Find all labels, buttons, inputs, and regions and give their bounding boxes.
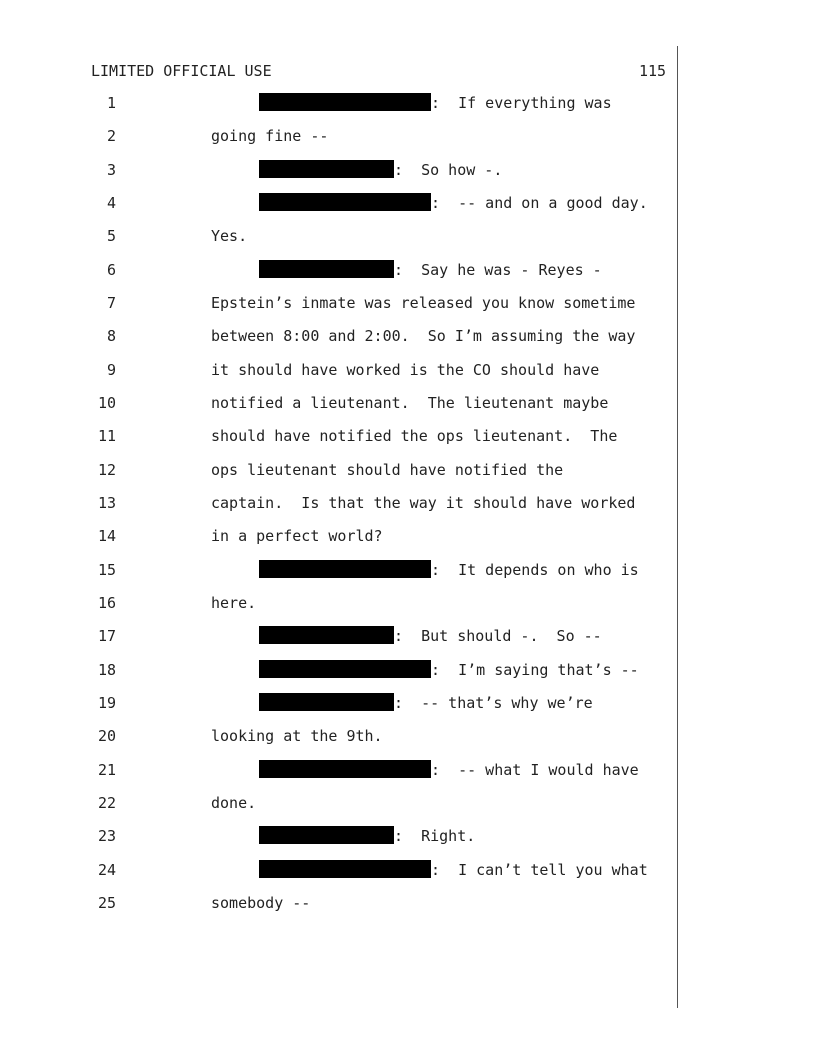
speaker-turn (259, 558, 639, 582)
line-text: between 8:00 and 2:00. So I’m assuming the way (211, 327, 636, 345)
line-number: 18 (97, 661, 116, 679)
line-number: 14 (97, 527, 116, 545)
line-number: 22 (97, 794, 116, 812)
redacted-speaker-name (259, 160, 394, 178)
line-number: 12 (97, 461, 116, 479)
speaker-turn (259, 158, 502, 182)
transcript-line (0, 824, 816, 848)
line-text: going fine -- (211, 127, 329, 145)
line-text: : I’m saying that’s -- (431, 661, 639, 679)
transcript-line (0, 391, 816, 415)
transcript-line (0, 724, 816, 748)
transcript-line (0, 624, 816, 648)
line-text: : It depends on who is (431, 561, 639, 579)
speaker-turn (259, 691, 593, 715)
transcript-line (0, 224, 816, 248)
transcript-line (0, 358, 816, 382)
speaker-turn (259, 624, 602, 648)
line-text: : -- that’s why we’re (394, 694, 593, 712)
transcript-line (0, 291, 816, 315)
speaker-turn (259, 824, 475, 848)
transcript-line (0, 258, 816, 282)
line-number: 3 (106, 161, 116, 179)
line-number: 17 (97, 627, 116, 645)
redacted-speaker-name (259, 193, 431, 211)
line-text: : Say he was - Reyes - (394, 261, 602, 279)
line-number: 16 (97, 594, 116, 612)
speaker-turn (259, 91, 612, 115)
line-number: 6 (106, 261, 116, 279)
line-text: : -- and on a good day. (431, 194, 648, 212)
line-number: 7 (106, 294, 116, 312)
line-number: 1 (106, 94, 116, 112)
transcript-line (0, 124, 816, 148)
line-number: 4 (106, 194, 116, 212)
page-number: 115 (639, 62, 667, 80)
line-number: 13 (97, 494, 116, 512)
transcript-line (0, 491, 816, 515)
transcript-line (0, 558, 816, 582)
line-text: captain. Is that the way it should have worked (211, 494, 636, 512)
line-number: 23 (97, 827, 116, 845)
line-text: looking at the 9th. (211, 727, 383, 745)
transcript-line (0, 691, 816, 715)
transcript-line (0, 158, 816, 182)
line-text: should have notified the ops lieutenant. The (211, 427, 618, 445)
line-number: 10 (97, 394, 116, 412)
line-text: done. (211, 794, 257, 812)
line-text: : -- what I would have (431, 761, 639, 779)
line-number: 15 (97, 561, 116, 579)
line-text: ops lieutenant should have notified the (211, 461, 564, 479)
speaker-turn (259, 758, 639, 782)
line-number: 24 (97, 861, 116, 879)
classification-header: LIMITED OFFICIAL USE (91, 62, 272, 80)
redacted-speaker-name (259, 560, 431, 578)
transcript-line (0, 191, 816, 215)
transcript-line (0, 324, 816, 348)
line-text: : If everything was (431, 94, 612, 112)
line-text: here. (211, 594, 257, 612)
transcript-line (0, 458, 816, 482)
redacted-speaker-name (259, 860, 431, 878)
line-text: Epstein’s inmate was released you know sometime (211, 294, 636, 312)
line-number: 5 (106, 227, 116, 245)
transcript-line (0, 591, 816, 615)
transcript-line (0, 891, 816, 915)
transcript-line (0, 758, 816, 782)
speaker-turn (259, 258, 602, 282)
line-text: : But should -. So -- (394, 627, 602, 645)
line-number: 9 (106, 361, 116, 379)
line-number: 2 (106, 127, 116, 145)
transcript-line (0, 658, 816, 682)
redacted-speaker-name (259, 760, 431, 778)
redacted-speaker-name (259, 93, 431, 111)
speaker-turn (259, 658, 639, 682)
transcript-line (0, 91, 816, 115)
line-text: : Right. (394, 827, 476, 845)
line-text: somebody -- (211, 894, 311, 912)
line-text: Yes. (211, 227, 248, 245)
transcript-line (0, 858, 816, 882)
line-number: 25 (97, 894, 116, 912)
line-number: 8 (106, 327, 116, 345)
line-number: 20 (97, 727, 116, 745)
line-text: in a perfect world? (211, 527, 383, 545)
line-text: it should have worked is the CO should have (211, 361, 600, 379)
redacted-speaker-name (259, 826, 394, 844)
redacted-speaker-name (259, 693, 394, 711)
line-number: 11 (97, 427, 116, 445)
line-number: 21 (97, 761, 116, 779)
line-number: 19 (97, 694, 116, 712)
line-text: : So how -. (394, 161, 503, 179)
transcript-line (0, 424, 816, 448)
redacted-speaker-name (259, 626, 394, 644)
redacted-speaker-name (259, 260, 394, 278)
line-text: notified a lieutenant. The lieutenant maybe (211, 394, 609, 412)
transcript-line (0, 524, 816, 548)
transcript-line (0, 791, 816, 815)
redacted-speaker-name (259, 660, 431, 678)
line-text: : I can’t tell you what (431, 861, 648, 879)
speaker-turn (259, 858, 648, 882)
speaker-turn (259, 191, 648, 215)
